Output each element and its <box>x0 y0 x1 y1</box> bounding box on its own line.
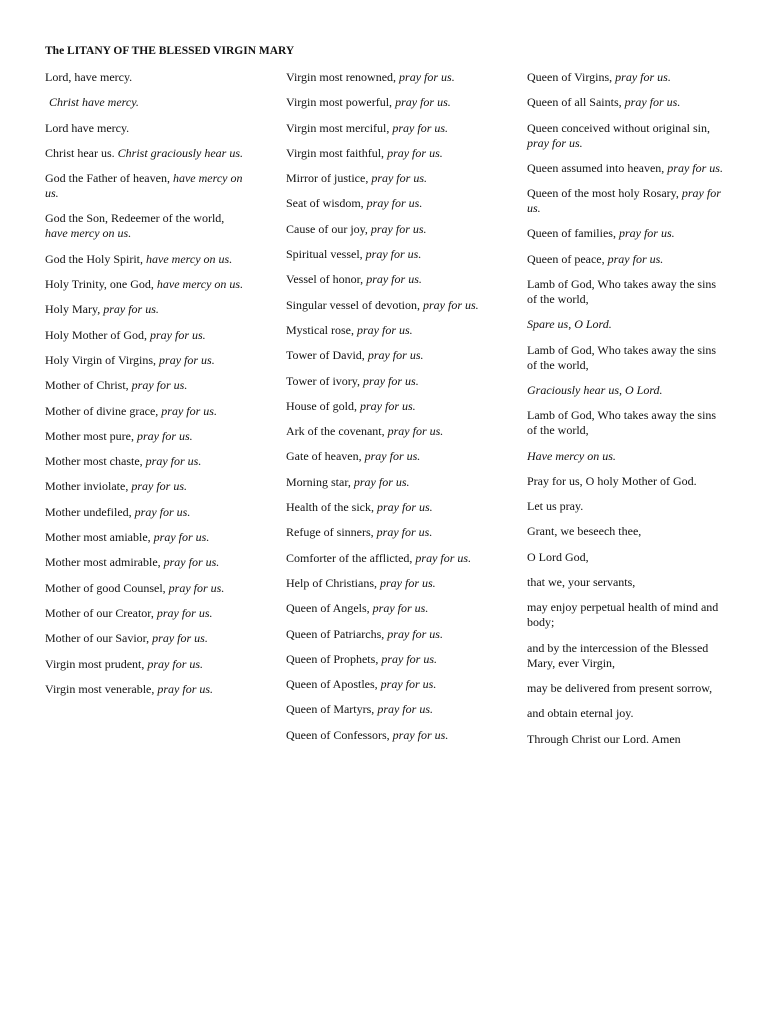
litany-line <box>527 383 727 398</box>
litany-line <box>527 641 727 671</box>
litany-line <box>286 95 486 110</box>
litany-line <box>527 706 727 721</box>
litany-line <box>45 657 245 672</box>
invocation-text: and by the intercession of the Blessed Mary, ever Virgin, <box>527 640 709 670</box>
invocation-text: Virgin most renowned, <box>286 70 400 84</box>
response-text: pray for us. <box>150 327 206 342</box>
invocation-text: Queen of all Saints, <box>527 95 625 110</box>
response-text: pray for us. <box>363 373 419 388</box>
response-text: pray for us. <box>624 95 681 110</box>
invocation-text: Spare us, O Lord. <box>527 317 612 332</box>
response-text: pray for us. <box>134 504 191 519</box>
invocation-text: and obtain eternal joy. <box>527 706 634 721</box>
response-text: pray for us. <box>387 424 444 439</box>
response-text: pray for us. <box>152 631 208 646</box>
response-text: pray for us. <box>357 322 413 337</box>
litany-line <box>527 95 727 110</box>
litany-line <box>527 499 727 514</box>
response-text: pray for us. <box>145 454 202 469</box>
invocation-text: Virgin most prudent, <box>45 656 148 671</box>
litany-line <box>45 505 245 520</box>
litany-line <box>286 70 486 85</box>
response-text: pray for us. <box>147 656 204 671</box>
litany-line <box>286 196 486 211</box>
litany-line <box>45 211 245 241</box>
response-text: pray for us. <box>667 160 723 175</box>
response-text: pray for us. <box>103 302 159 317</box>
response-text: pray for us. <box>157 681 214 696</box>
litany-line <box>286 449 486 464</box>
invocation-text: Virgin most venerable, <box>45 681 158 696</box>
litany-line <box>286 475 486 490</box>
invocation-text: Cause of our joy, <box>286 221 371 236</box>
invocation-text: Mother most amiable, <box>45 530 154 545</box>
invocation-text: Queen of Apostles, <box>286 677 381 692</box>
response-text: pray for us. <box>376 500 433 515</box>
response-text: pray for us. <box>392 727 449 742</box>
invocation-text: God the Son, Redeemer of the world, <box>45 211 225 226</box>
invocation-text: Pray for us, O holy Mother of God. <box>527 473 697 488</box>
litany-line <box>45 252 245 267</box>
litany-line <box>286 551 486 566</box>
litany-line <box>527 226 727 241</box>
page-title: The LITANY OF THE BLESSED VIRGIN MARY <box>45 45 295 57</box>
litany-line <box>286 399 486 414</box>
litany-line <box>286 525 486 540</box>
litany-line <box>286 298 486 313</box>
litany-line <box>45 606 245 621</box>
invocation-text: Health of the sick, <box>286 500 377 515</box>
response-text: pray for us. <box>131 378 188 393</box>
invocation-text: Queen of Martyrs, <box>286 702 378 717</box>
litany-line <box>286 121 486 136</box>
invocation-text: Queen of Patriarchs, <box>286 626 388 641</box>
response-text: have mercy on us. <box>156 277 244 292</box>
invocation-text: Mother of our Savior, <box>45 631 153 646</box>
litany-line <box>45 70 245 85</box>
response-text: pray for us. <box>163 555 220 570</box>
litany-line <box>45 581 245 596</box>
invocation-text: Lord, have mercy. <box>45 70 133 84</box>
invocation-text: Virgin most merciful, <box>286 120 393 135</box>
response-text: Christ graciously hear us. <box>117 145 243 160</box>
response-text: pray for us. <box>156 605 213 620</box>
invocation-text: Mother of divine grace, <box>45 403 162 418</box>
invocation-text: Through Christ our Lord. Amen <box>527 731 681 746</box>
invocation-text: O Lord God, <box>527 549 589 564</box>
invocation-text: Gate of heaven, <box>286 449 365 464</box>
invocation-text: Tower of David, <box>286 348 368 363</box>
litany-line <box>286 652 486 667</box>
response-text: pray for us. <box>161 403 217 418</box>
response-text: pray for us. <box>366 196 423 211</box>
invocation-text: Lord have mercy. <box>45 120 130 135</box>
invocation-text: Queen of families, <box>527 226 619 241</box>
invocation-text: Mother undefiled, <box>45 504 135 519</box>
litany-line <box>45 454 245 469</box>
invocation-text: Let us pray. <box>527 499 584 514</box>
litany-line <box>527 252 727 267</box>
invocation-text: Refuge of sinners, <box>286 525 377 540</box>
litany-line <box>286 222 486 237</box>
litany-line <box>286 500 486 515</box>
invocation-text: Queen of Prophets, <box>286 651 382 666</box>
litany-line <box>527 317 727 332</box>
response-text: pray for us. <box>422 297 479 312</box>
invocation-text: Mirror of justice, <box>286 171 372 186</box>
litany-line <box>45 121 245 136</box>
invocation-text: House of gold, <box>286 398 360 413</box>
litany-line <box>286 272 486 287</box>
invocation-text: Virgin most powerful, <box>286 95 396 110</box>
response-text: pray for us. <box>367 348 424 363</box>
invocation-text: Vessel of honor, <box>286 272 367 287</box>
litany-line <box>527 70 727 85</box>
invocation-text: may be delivered from present sorrow, <box>527 680 713 695</box>
litany-line <box>286 576 486 591</box>
response-text: have mercy on us. <box>45 171 243 201</box>
litany-line <box>286 146 486 161</box>
invocation-text: Virgin most faithful, <box>286 145 388 160</box>
litany-line <box>286 601 486 616</box>
litany-line <box>286 323 486 338</box>
invocation-text: Mother of good Counsel, <box>45 580 169 595</box>
response-text: pray for us. <box>399 70 455 84</box>
response-text: pray for us. <box>153 530 210 545</box>
response-text: pray for us. <box>366 272 422 287</box>
litany-line <box>286 677 486 692</box>
litany-line <box>527 449 727 464</box>
response-text: pray for us. <box>387 626 443 641</box>
response-text: pray for us. <box>380 575 436 590</box>
response-text: pray for us. <box>377 702 433 717</box>
response-text: pray for us. <box>365 247 422 262</box>
litany-line <box>527 277 727 307</box>
litany-line <box>45 146 245 161</box>
litany-line <box>527 524 727 539</box>
invocation-text: Mystical rose, <box>286 322 357 337</box>
litany-line <box>286 728 486 743</box>
response-text: pray for us. <box>618 226 675 241</box>
invocation-text: Queen of Virgins, <box>527 70 616 84</box>
litany-line <box>45 277 245 292</box>
response-text: pray for us. <box>415 550 472 565</box>
response-text: have mercy on us. <box>146 251 233 266</box>
invocation-text: Have mercy on us. <box>527 448 616 463</box>
invocation-text: God the Father of heaven, <box>45 171 173 186</box>
invocation-text: Lamb of God, Who takes away the sins of the world, <box>527 277 717 307</box>
response-text: pray for us. <box>376 525 433 540</box>
response-text: have mercy on us. <box>45 226 132 241</box>
invocation-text: Holy Mother of God, <box>45 327 150 342</box>
invocation-text: may enjoy perpetual health of mind and body; <box>527 600 719 630</box>
response-text: pray for us. <box>395 95 451 110</box>
invocation-text: Lamb of God, Who takes away the sins of the world, <box>527 342 717 372</box>
litany-line <box>45 631 245 646</box>
invocation-text: Queen assumed into heaven, <box>527 160 668 175</box>
invocation-text: Spiritual vessel, <box>286 247 366 262</box>
invocation-text: Mother most pure, <box>45 428 137 443</box>
invocation-text: Holy Trinity, one God, <box>45 277 157 292</box>
invocation-text: Lamb of God, Who takes away the sins of the world, <box>527 408 717 438</box>
response-text: pray for us. <box>371 171 427 186</box>
invocation-text: Queen of Angels, <box>286 601 373 616</box>
response-text: pray for us. <box>364 449 421 464</box>
response-text: pray for us. <box>370 221 427 236</box>
invocation-text: Mother inviolate, <box>45 479 132 494</box>
invocation-text: Mother most admirable, <box>45 555 164 570</box>
invocation-text: Help of Christians, <box>286 575 380 590</box>
litany-line <box>527 732 727 747</box>
invocation-text: Queen of the most holy Rosary, <box>527 186 682 201</box>
invocation-text: Comforter of the afflicted, <box>286 550 416 565</box>
litany-line <box>286 247 486 262</box>
response-text: pray for us. <box>387 145 443 160</box>
invocation-text: Grant, we beseech thee, <box>527 524 642 539</box>
litany-line <box>45 404 245 419</box>
litany-line <box>527 343 727 373</box>
litany-line <box>45 95 245 110</box>
invocation-text: Queen conceived without original sin, <box>527 120 710 135</box>
invocation-text: Morning star, <box>286 474 354 489</box>
invocation-text: Graciously hear us, O Lord. <box>527 382 663 397</box>
litany-line <box>527 161 727 176</box>
invocation-text: Ark of the covenant, <box>286 424 388 439</box>
invocation-text: Christ have mercy. <box>49 95 139 110</box>
litany-line <box>45 555 245 570</box>
litany-line <box>45 429 245 444</box>
response-text: pray for us. <box>381 651 437 666</box>
invocation-text: Christ hear us. <box>45 145 118 160</box>
litany-line <box>45 682 245 697</box>
litany-line <box>45 171 245 201</box>
litany-line <box>45 530 245 545</box>
litany-line <box>286 627 486 642</box>
response-text: pray for us. <box>137 428 193 443</box>
response-text: pray for us. <box>380 677 437 692</box>
response-text: pray for us. <box>607 251 664 266</box>
litany-column-3 <box>527 70 727 757</box>
invocation-text: Tower of ivory, <box>286 373 364 388</box>
invocation-text: God the Holy Spirit, <box>45 251 146 266</box>
response-text: pray for us. <box>131 479 187 494</box>
litany-line <box>286 171 486 186</box>
litany-line <box>45 328 245 343</box>
invocation-text: that we, your servants, <box>527 575 636 590</box>
litany-line <box>527 186 727 216</box>
response-text: pray for us. <box>159 352 215 367</box>
litany-column-2 <box>286 70 486 753</box>
litany-line <box>45 353 245 368</box>
response-text: pray for us. <box>372 601 429 616</box>
response-text: pray for us. <box>168 580 225 595</box>
response-text: pray for us. <box>615 70 671 84</box>
response-text: pray for us. <box>527 135 583 150</box>
litany-line <box>45 378 245 393</box>
litany-line <box>527 474 727 489</box>
response-text: pray for us. <box>527 186 721 216</box>
invocation-text: Singular vessel of devotion, <box>286 297 423 312</box>
invocation-text: Holy Mary, <box>45 302 104 317</box>
litany-line <box>45 479 245 494</box>
response-text: pray for us. <box>353 474 410 489</box>
litany-line <box>527 600 727 630</box>
litany-line <box>45 302 245 317</box>
litany-line <box>527 121 727 151</box>
litany-line <box>286 424 486 439</box>
litany-line <box>527 575 727 590</box>
response-text: pray for us. <box>360 398 416 413</box>
invocation-text: Mother of our Creator, <box>45 605 157 620</box>
invocation-text: Seat of wisdom, <box>286 196 367 211</box>
invocation-text: Mother of Christ, <box>45 378 132 393</box>
litany-line <box>527 408 727 438</box>
response-text: pray for us. <box>392 120 449 135</box>
invocation-text: Mother most chaste, <box>45 454 146 469</box>
litany-line <box>527 681 727 696</box>
litany-line <box>286 702 486 717</box>
invocation-text: Holy Virgin of Virgins, <box>45 352 160 367</box>
invocation-text: Queen of peace, <box>527 251 608 266</box>
litany-line <box>286 348 486 363</box>
litany-line <box>286 374 486 389</box>
litany-line <box>527 550 727 565</box>
invocation-text: Queen of Confessors, <box>286 727 393 742</box>
litany-column-1 <box>45 70 245 707</box>
